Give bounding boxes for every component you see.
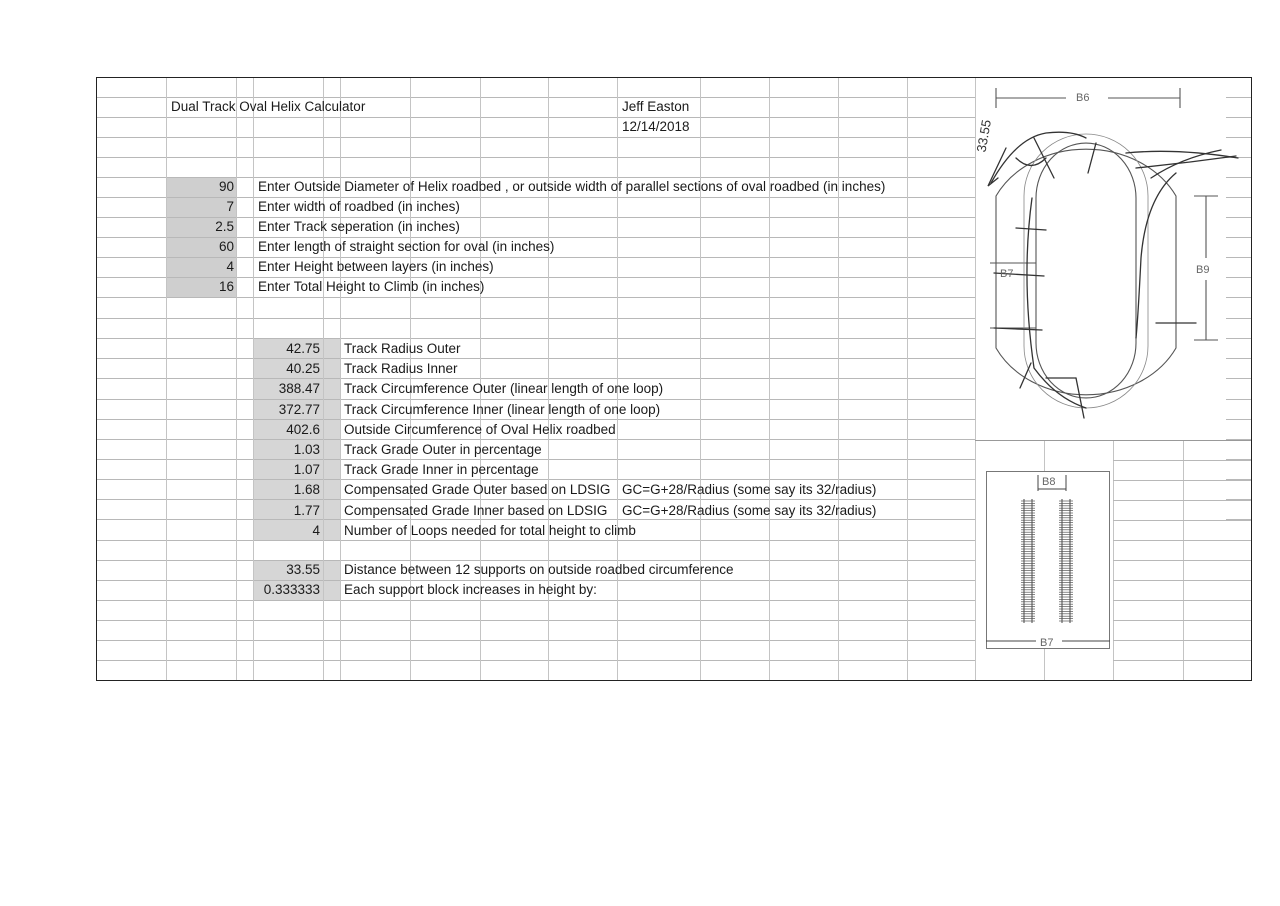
oval-top-label: B6 <box>1076 92 1090 104</box>
grid-col-line <box>340 78 341 680</box>
grid-row-line <box>97 297 975 298</box>
result-label: Compensated Grade Outer based on LDSIG <box>344 482 611 498</box>
grid-row-line <box>97 318 975 319</box>
grid-row-line <box>1113 560 1251 561</box>
grid-row-line <box>1113 460 1251 461</box>
grid-row-line <box>97 137 975 138</box>
grid-col-line <box>769 78 770 680</box>
grid-col-line <box>838 78 839 680</box>
input-label: Enter length of straight section for oval (in inches) <box>258 239 555 254</box>
grid-row-line <box>97 338 975 339</box>
oval-left-label: B7 <box>1000 268 1014 280</box>
input-label: Enter Track seperation (in inches) <box>258 219 460 234</box>
date-value: 12/14/2018 <box>622 119 690 134</box>
result-value: 1.03 <box>293 442 320 457</box>
input-value[interactable]: 7 <box>226 199 234 214</box>
result-label: Track Circumference Inner (linear length of one loop) <box>344 401 661 417</box>
input-label: Enter Height between layers (in inches) <box>258 259 494 274</box>
result-label: Track Circumference Outer (linear length of one loop) <box>344 381 664 397</box>
grid-row-line <box>1113 620 1251 621</box>
track-ladder-sketch <box>986 471 1110 649</box>
result-label: Compensated Grade Inner based on LDSIG <box>344 502 608 518</box>
result-label: Track Grade Outer in percentage <box>344 442 542 457</box>
input-label: Enter Total Height to Climb (in inches) <box>258 279 485 294</box>
grid-col-line <box>166 78 167 680</box>
result-value: 402.6 <box>286 421 320 437</box>
oval-helix-sketch <box>976 78 1252 440</box>
grid-row-line <box>975 440 1251 441</box>
input-label: Enter Outside Diameter of Helix roadbed , or outside width of parallel sections of oval roadbed (in inches) <box>258 179 886 194</box>
track-top-label: B8 <box>1042 476 1056 488</box>
page-title: Dual Track Oval Helix Calculator <box>171 99 366 114</box>
grid-col-line <box>700 78 701 680</box>
grid-row-line <box>97 358 975 359</box>
handwritten-note: 33.55 <box>973 118 994 154</box>
grid-row-line <box>1113 580 1251 581</box>
input-value[interactable]: 16 <box>218 279 234 294</box>
result-value: 4 <box>312 522 320 538</box>
grid-row-line <box>97 117 975 118</box>
result-label: Outside Circumference of Oval Helix roadbed <box>344 421 616 437</box>
grid-row-line <box>97 640 975 641</box>
result-value: 1.68 <box>293 482 320 498</box>
support-label: Distance between 12 supports on outside roadbed circumference <box>344 562 734 577</box>
support-label: Each support block increases in height by: <box>344 582 597 597</box>
grid-row-line <box>1113 480 1251 481</box>
result-label: Number of Loops needed for total height to climb <box>344 522 636 538</box>
input-value[interactable]: 60 <box>218 239 234 254</box>
grid-row-line <box>97 660 975 661</box>
support-value: 0.333333 <box>263 582 320 597</box>
result-value: 40.25 <box>286 361 320 377</box>
grid-row-line <box>97 600 975 601</box>
grid-col-line <box>907 78 908 680</box>
grid-row-line <box>97 620 975 621</box>
grid-row-line <box>1113 640 1251 641</box>
oval-right-label: B9 <box>1196 264 1210 276</box>
result-value: 372.77 <box>278 401 320 417</box>
input-value[interactable]: 2.5 <box>215 219 234 234</box>
result-value: 42.75 <box>286 341 320 356</box>
grid-row-line <box>1113 540 1251 541</box>
grid-row-line <box>1113 520 1251 521</box>
input-value[interactable]: 4 <box>226 259 234 274</box>
result-label: Track Radius Inner <box>344 361 458 377</box>
track-bottom-label: B7 <box>1040 637 1054 649</box>
grid-row-line <box>1113 660 1251 661</box>
grid-row-line <box>1113 600 1251 601</box>
support-value: 33.55 <box>286 562 320 577</box>
grid-col-line <box>253 78 254 680</box>
grid-row-line <box>1113 500 1251 501</box>
grid-row-line <box>97 157 975 158</box>
grid-col-line <box>323 78 324 680</box>
result-label: Track Grade Inner in percentage <box>344 462 539 478</box>
input-label: Enter width of roadbed (in inches) <box>258 199 460 214</box>
result-value: 1.77 <box>293 502 320 518</box>
result-label: Track Radius Outer <box>344 341 461 356</box>
result-value: 388.47 <box>278 381 320 397</box>
grid-col-line <box>236 78 237 680</box>
result-value: 1.07 <box>293 462 320 478</box>
formula-note: GC=G+28/Radius (some say its 32/radius) <box>622 502 877 518</box>
input-value[interactable]: 90 <box>218 179 234 194</box>
author-name: Jeff Easton <box>622 99 690 114</box>
formula-note: GC=G+28/Radius (some say its 32/radius) <box>622 482 877 498</box>
